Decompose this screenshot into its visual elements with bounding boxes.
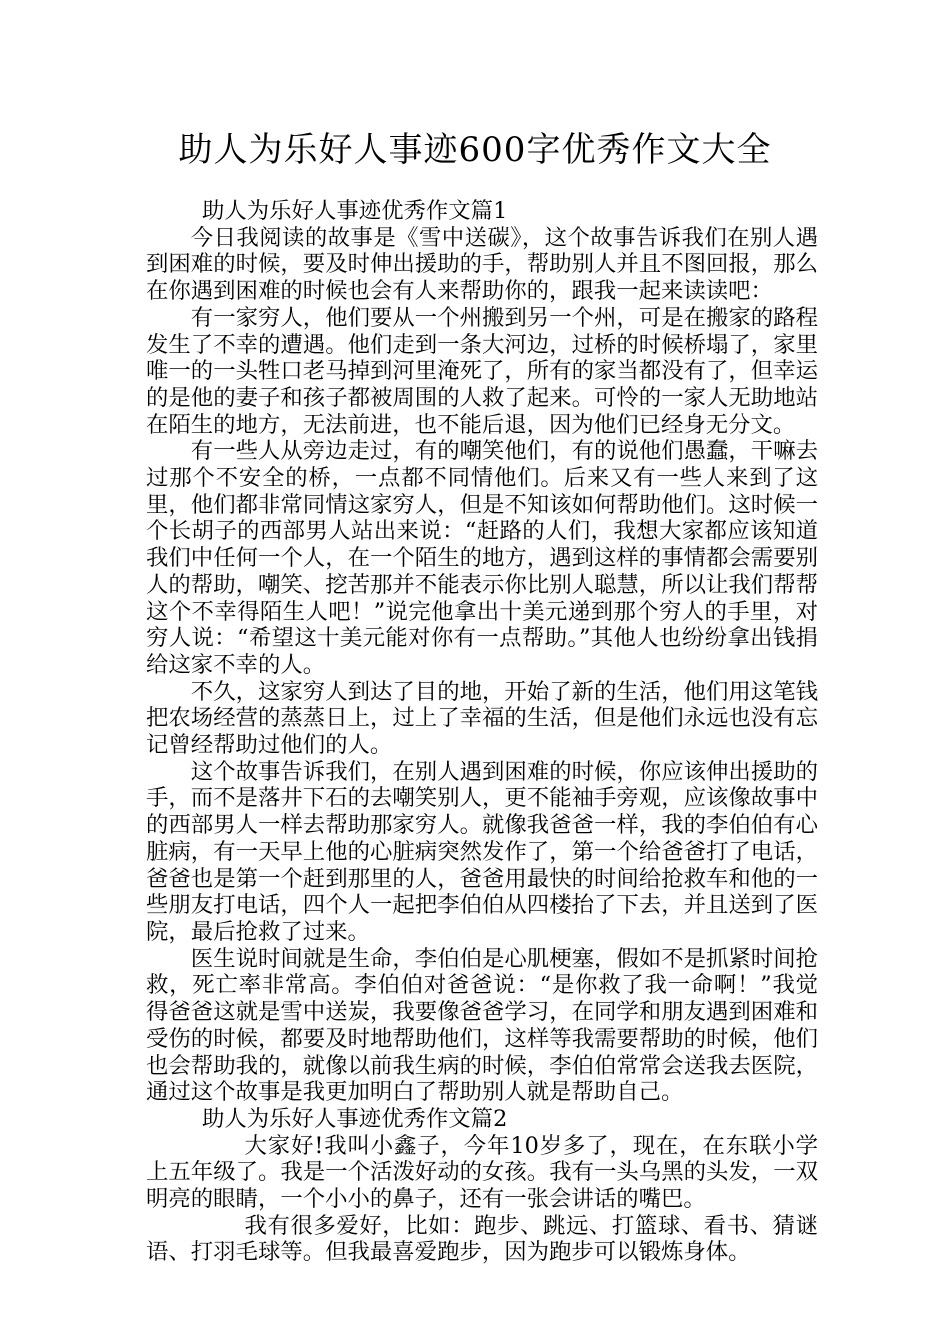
- paragraph: 大家好!我叫小鑫子，今年10岁多了，现在，在东联小学上五年级了。我是一个活泼好动的女孩。我有一头乌黑的头发，一双明亮的眼睛，一个小小的鼻子，还有一张会讲话的嘴巴。: [146, 1132, 818, 1213]
- document-body: [146, 198, 818, 1266]
- document-title: 助人为乐好人事迹600字优秀作文大全: [178, 130, 772, 170]
- paragraph: 今日我阅读的故事是《雪中送碳》，这个故事告诉我们在别人遇到困难的时候，要及时伸出援助的手，帮助别人并且不图回报，那么在你遇到困难的时候也会有人来帮助你的，跟我一起来读读吧：: [146, 224, 818, 305]
- paragraph: 不久，这家穷人到达了目的地，开始了新的生活，他们用这笔钱把农场经营的蒸蒸日上，过上了幸福的生活，但是他们永远也没有忘记曾经帮助过他们的人。: [146, 678, 818, 759]
- paragraph: 有一些人从旁边走过，有的嘲笑他们，有的说他们愚蠢，干嘛去过那个不安全的桥，一点都不同情他们。后来又有一些人来到了这里，他们都非常同情这家穷人，但是不知该如何帮助他们。这时候一个长胡子的西部男人站出来说：“赶路的人们，我想大家都应该知道我们中任何一个人，在一个陌生的地方，遇到这样的事情都会需要别人的帮助，嘲笑、挖苦那并不能表示你比别人聪慧，所以让我们帮帮这个不幸得陌生人吧！”说完他拿出十美元递到那个穷人的手里，对穷人说：“希望这十美元能对你有一点帮助。”其他人也纷纷拿出钱捐给这家不幸的人。: [146, 438, 818, 678]
- section-heading: 助人为乐好人事迹优秀作文篇1: [202, 198, 508, 224]
- paragraph: 我有很多爱好，比如：跑步、跳远、打篮球、看书、猜谜语、打羽毛球等。但我最喜爱跑步，因为跑步可以锻炼身体。: [146, 1212, 818, 1266]
- paragraph: 这个故事告诉我们，在别人遇到困难的时候，你应该伸出援助的手，而不是落井下石的去嘲笑别人，更不能袖手旁观，应该像故事中的西部男人一样去帮助那家穷人。就像我爸爸一样，我的李伯伯有心脏病，有一天早上他的心脏病突然发作了，第一个给爸爸打了电话，爸爸也是第一个赶到那里的人，爸爸用最快的时间给抢救车和他的一些朋友打电话，四个人一起把李伯伯从四楼抬了下去，并且送到了医院，最后抢救了过来。: [146, 758, 818, 945]
- paragraph: 有一家穷人，他们要从一个州搬到另一个州，可是在搬家的路程发生了不幸的遭遇。他们走到一条大河边，过桥的时候桥塌了，家里唯一的一头牲口老马掉到河里淹死了，所有的家当都没有了，但幸运的是他的妻子和孩子都被周围的人救了起来。可怜的一家人无助地站在陌生的地方，无法前进，也不能后退，因为他们已经身无分文。: [146, 304, 818, 438]
- section-heading: 助人为乐好人事迹优秀作文篇2: [202, 1105, 508, 1132]
- paragraph: 医生说时间就是生命，李伯伯是心肌梗塞，假如不是抓紧时间抢救，死亡率非常高。李伯伯对爸爸说：“是你救了我一命啊！”我觉得爸爸这就是雪中送炭，我要像爸爸学习，在同学和朋友遇到困难和受伤的时候，都要及时地帮助他们，这样等我需要帮助的时候，他们也会帮助我的，就像以前我生病的时候，李伯伯常常会送我去医院，通过这个故事是我更加明白了帮助别人就是帮助自己。: [146, 945, 818, 1106]
